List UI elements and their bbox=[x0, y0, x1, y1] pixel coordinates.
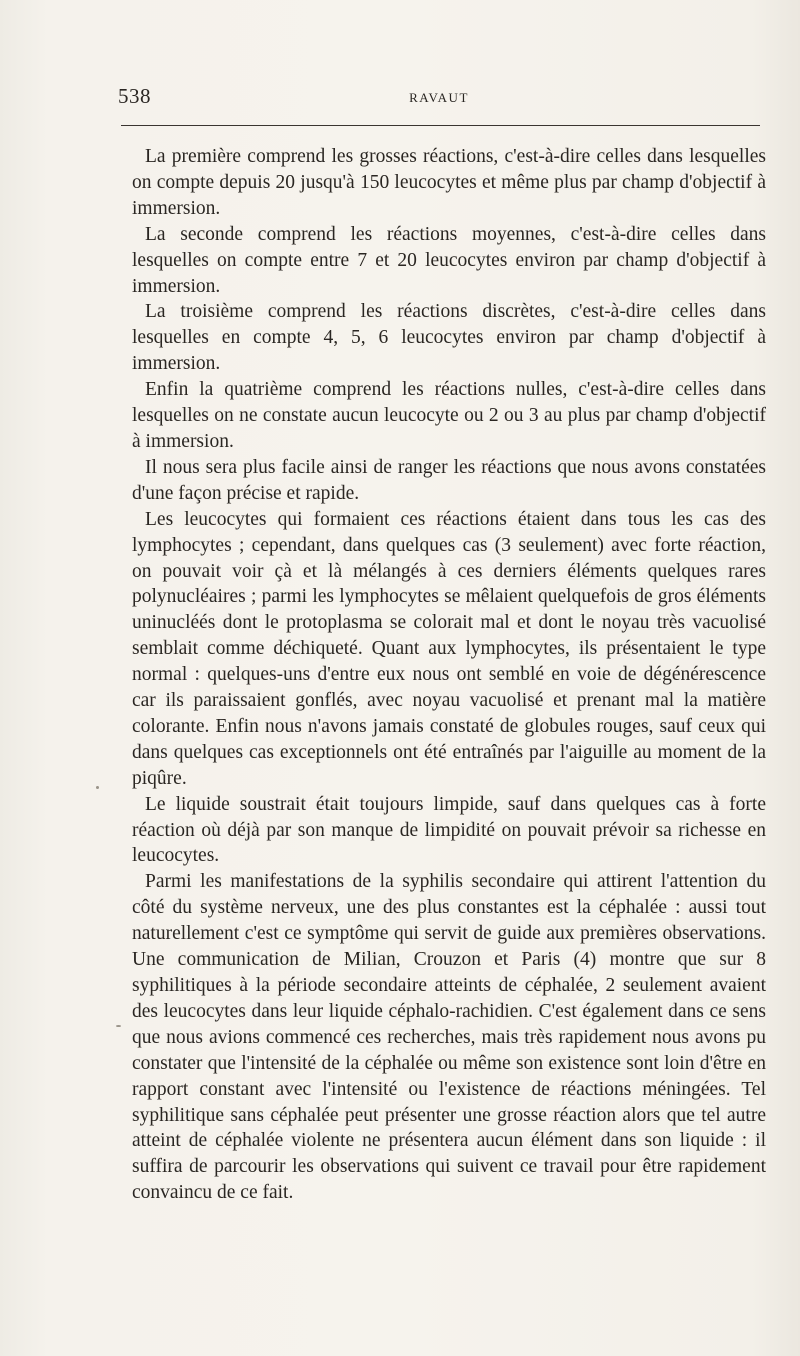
paragraph: Les leucocytes qui formaient ces réactions étaient dans tous les cas des lymphocytes ; cependant, dans quelques cas (3 seulement) avec forte réaction, on pouvait voir çà et là mélangés à ces derniers éléments quelques rares polynucléaires ; parmi les lymphocytes se mêlaient quelquefois de gros éléments uninucléés dont le protoplasma se colorait mal et dont le noyau très vacuolisé semblait comme déchiqueté. Quant aux lymphocytes, ils présentaient le type normal : quelques-uns d'entre eux nous ont semblé en voie de dégénérescence car ils paraissaient gonflés, avec noyau vacuolisé et prenant mal la matière colorante. Enfin nous n'avons jamais constaté de globules rouges, sauf ceux qui dans quelques cas exceptionnels ont été entraînés par l'aiguille au moment de la piqûre. bbox=[132, 508, 766, 789]
paragraph: Le liquide soustrait était toujours limpide, sauf dans quelques cas à forte réaction où déjà par son manque de limpidité on pouvait prévoir sa richesse en leucocytes. bbox=[132, 793, 766, 867]
paragraph: La seconde comprend les réactions moyennes, c'est-à-dire celles dans lesquelles on compte entre 7 et 20 leucocytes environ par champ d'objectif à immersion. bbox=[132, 223, 766, 297]
page-number: 538 bbox=[118, 84, 151, 108]
body-text bbox=[132, 144, 766, 1206]
running-head: RAVAUT bbox=[409, 90, 469, 105]
paragraph: Il nous sera plus facile ainsi de ranger les réactions que nous avons constatées d'une façon précise et rapide. bbox=[132, 456, 766, 504]
paper-speck bbox=[96, 786, 99, 789]
header-rule bbox=[121, 125, 760, 126]
paragraph: La première comprend les grosses réactions, c'est-à-dire celles dans lesquelles on compte depuis 20 jusqu'à 150 leucocytes et même plus par champ d'objectif à immersion. bbox=[132, 146, 766, 219]
paragraph: La troisième comprend les réactions discrètes, c'est-à-dire celles dans lesquelles en compte 4, 5, 6 leucocytes environ par champ d'objectif à immersion. bbox=[132, 301, 766, 375]
paragraph: Parmi les manifestations de la syphilis secondaire qui attirent l'attention du côté du système nerveux, une des plus constantes est la céphalée : aussi tout naturellement c'est ce symptôme qui servit de guide aux premières observations. Une communication de Milian, Crouzon et Paris (4) montre que sur 8 syphilitiques à la période secondaire atteints de céphalée, 2 seulement avaient des leucocytes dans leur liquide céphalo-rachidien. C'est également dans ce sens que nous avions commencé ces recherches, mais très rapidement nous avons pu constater que l'intensité de la céphalée ou même son existence sont loin d'être en rapport constant avec l'intensité ou l'existence de réactions méningées. Tel syphilitique sans céphalée peut présenter une grosse réaction alors que tel autre atteint de céphalée violente ne présentera aucun élément dans son liquide : il suffira de parcourir les observations qui suivent ce travail pour être rapidement convaincu de ce fait. bbox=[132, 871, 766, 1204]
page-header bbox=[118, 84, 760, 114]
paper-speck bbox=[116, 1025, 121, 1027]
paragraph: Enfin la quatrième comprend les réactions nulles, c'est-à-dire celles dans lesquelles on ne constate aucun leucocyte ou 2 ou 3 au plus par champ d'objectif à immersion. bbox=[132, 379, 766, 452]
